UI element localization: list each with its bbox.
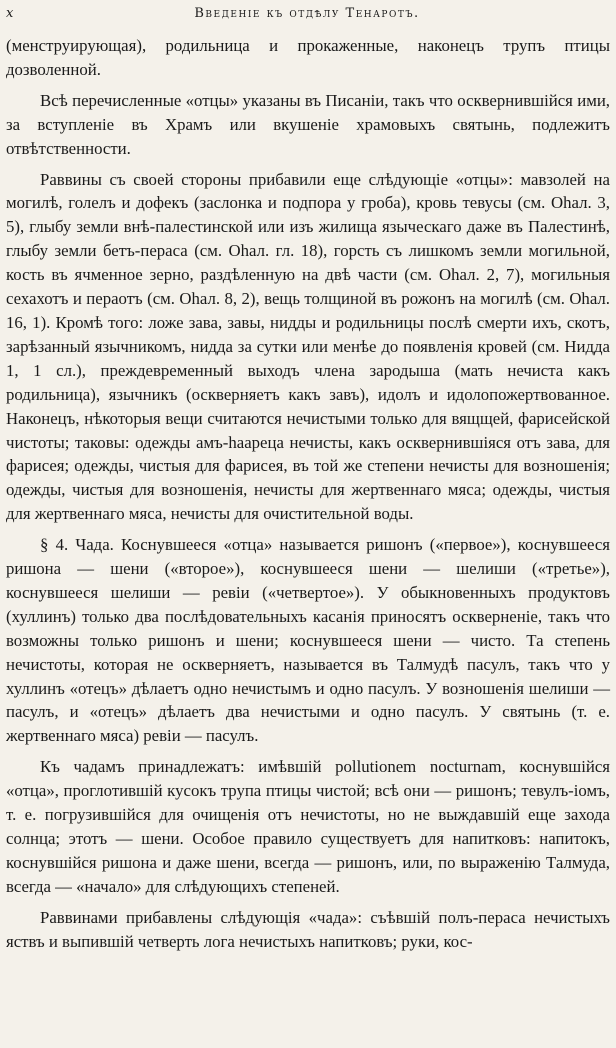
paragraph: Раввинами прибавлены слѣдующiя «чада»: съѣвшiй полъ-пераса нечистыхъ яствъ и выпившiй четверть лога нечистыхъ напитковъ; руки, кос- xyxy=(6,907,610,951)
paragraph: Къ чадамъ принадлежатъ: имѣвшiй pollutionem nocturnam, коснувшiйся «отца», проглотившiй кусокъ трупа птицы чистой; всѣ они — ришонъ; тевулъ-iомъ, т. е. погрузившiйся для очищенiя отъ нечистоты, но не выждавшiй еще захода солнца; этотъ — шени. Особое правило существуетъ для напитковъ: напитокъ, коснувшiйся ришона и даже шени, всегда — ришонъ, или, по выраженiю Талмуда, всегда — «начало» для слѣдующихъ степеней. xyxy=(6,757,610,896)
section-paragraph: § 4. Чада. Коснувшееся «отца» называется ришонъ («первое»), коснувшееся ришона — шени («второе»), коснувшееся шени — шелиши («третье»), коснувшееся шелиши — ревiи («четвертое»). У обыкновенныхъ продуктовъ (хуллинъ) только два послѣдовательныхъ касанiя приносятъ оскверненiе, такъ что возможны только ришонъ и шени; коснувшееся шени — чисто. Та степень нечистоты, которая не оскверняетъ, называется въ Талмудѣ пасулъ, такъ что у хуллинъ «отецъ» дѣлаетъ одно нечистымъ и одно пасулъ. У возношенiя шелиши — пасулъ, и «отецъ» дѣлаетъ два нечистыми и одно пасулъ. У святынь (т. е. жертвеннаго мяса) ревiи — пасулъ. xyxy=(6,535,610,746)
paragraph: Всѣ перечисленные «отцы» указаны въ Писанiи, такъ что осквернившiйся ими, за вступленiе въ Храмъ или вкушенiе храмовыхъ святынь, подлежитъ отвѣтственности. xyxy=(6,90,610,158)
running-head: Введенiе къ отдѣлу Теhаротъ. xyxy=(194,6,420,21)
body-text xyxy=(6,34,610,954)
page-header xyxy=(6,6,608,26)
page-number: x xyxy=(6,6,14,21)
paragraph: Раввины съ своей стороны прибавили еще слѣдующiе «отцы»: мавзолей на могилѣ, голелъ и дофекъ (заслонка и подпора у гроба), кровь тевусы (см. Оhал. 3, 5), глыбу земли внѣ-палестинской или изъ жилища языческаго даже въ Палестинѣ, глыбу земли бетъ-пераса (см. Оhал. гл. 18), горсть съ лишкомъ земли могильной, кость въ ячменное зерно, раздѣленную на двѣ части (см. Оhал. 2, 7), могильныя сехахотъ и пераотъ (см. Оhал. 8, 2), вещь толщиной въ рожонъ на могилѣ (см. Оhал. 16, 1). Кромѣ того: ложе зава, завы, нидды и родильницы послѣ смерти ихъ, скотъ, зарѣзанный язычникомъ, нидда за сутки или менѣе до появленiя кровей (см. Нидда 1, 1 сл.), преждевременный выходъ члена зародыша (мать нечиста какъ родильница), язычникъ (оскверняетъ какъ завъ), идолъ и идолопожертвованное. Наконецъ, нѣкоторыя вещи считаются нечистыми только для вящщей, фарисейской чистоты; таковы: одежды амъ-hаареца нечисты, какъ осквернившiяся отъ зава, для фарисея; одежды, чистыя для фарисея, въ той же степени нечисты для возношенiя; одежды, чистыя для возношенiя, нечисты для жертвеннаго мяса; одежды, чистыя для жертвеннаго мяса, нечисты для очистительной воды. xyxy=(6,169,610,524)
paragraph-continued: (менструирующая), родильница и прокаженные, наконецъ трупъ птицы дозволенной. xyxy=(6,36,610,79)
